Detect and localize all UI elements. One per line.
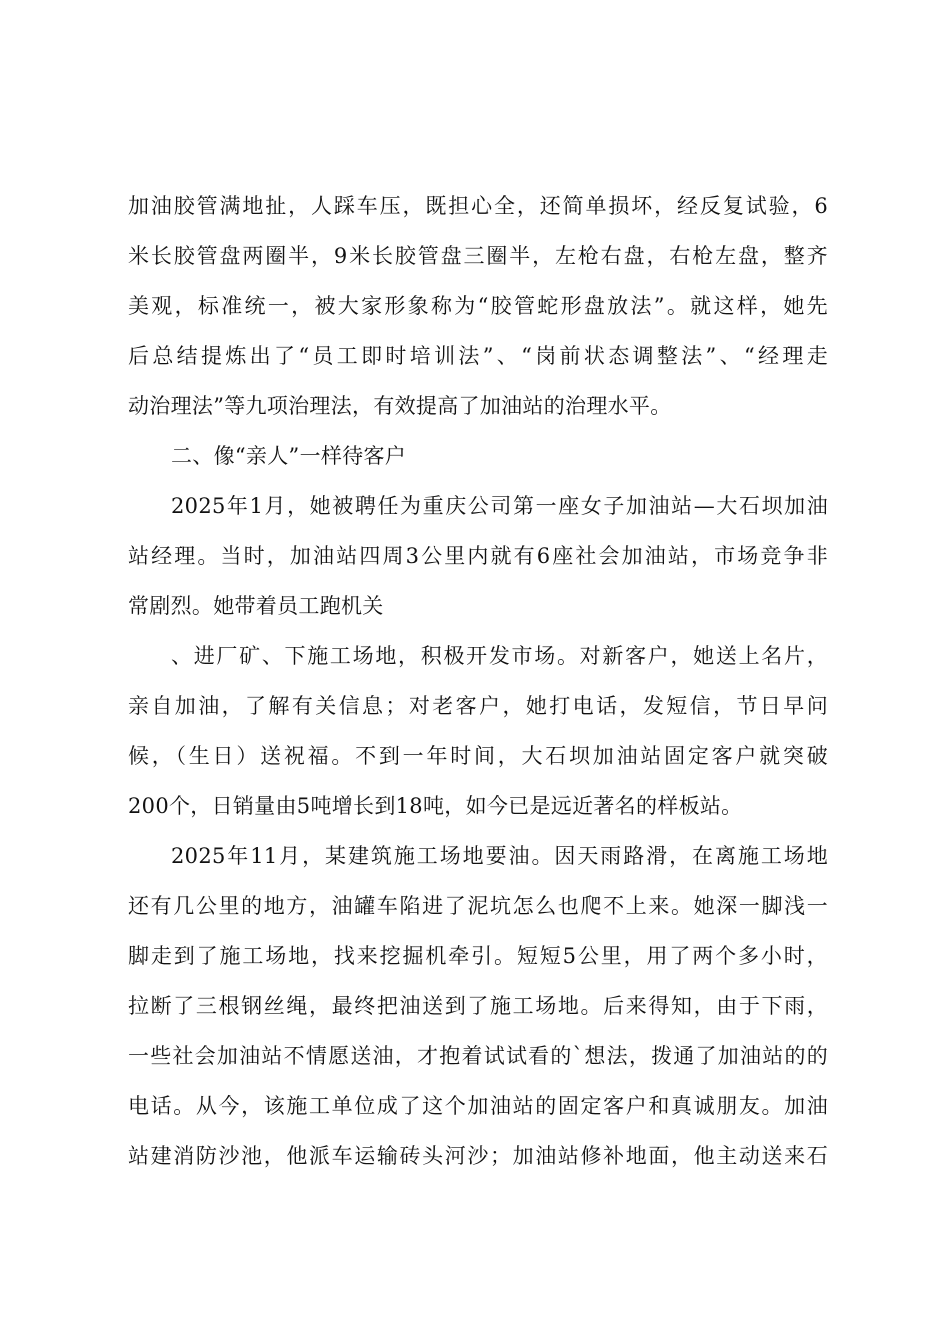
paragraph-line: 站经理。当时，加油站四周3公里内就有6座社会加油站，市场竞争非 [128, 544, 828, 568]
paragraph-line: 后总结提炼出了“员工即时培训法”、“岗前状态调整法”、“经理走 [128, 344, 828, 368]
paragraph-line: 亲自加油，了解有关信息；对老客户，她打电话，发短信，节日早问 [128, 694, 828, 718]
paragraph-line: 、进厂矿、下施工场地，积极开发市场。对新客户，她送上名片， [171, 644, 828, 668]
paragraph-line: 米长胶管盘两圈半，9米长胶管盘三圈半，左枪右盘，右枪左盘，整齐 [128, 244, 828, 268]
paragraph-line: 一些社会加油站不情愿送油，才抱着试试看的`想法，拨通了加油站的的 [128, 1044, 828, 1068]
section-heading: 二、像“亲人”一样待客户 [171, 444, 407, 468]
paragraph-line: 站建消防沙池，他派车运输砖头河沙；加油站修补地面，他主动送来石 [128, 1144, 828, 1168]
paragraph-line: 200个，日销量由5吨增长到18吨，如今已是远近著名的样板站。 [128, 794, 743, 818]
paragraph-line: 2025年1月，她被聘任为重庆公司第一座女子加油站—大石坝加油 [171, 494, 828, 518]
paragraph-line: 电话。从今，该施工单位成了这个加油站的固定客户和真诚朋友。加油 [128, 1094, 828, 1118]
paragraph-line: 2025年11月，某建筑施工场地要油。因天雨路滑，在离施工场地 [171, 844, 828, 868]
paragraph-line: 候，（生日）送祝福。不到一年时间，大石坝加油站固定客户就突破 [128, 744, 828, 768]
paragraph-line: 还有几公里的地方，油罐车陷进了泥坑怎么也爬不上来。她深一脚浅一 [128, 894, 828, 918]
paragraph-line: 加油胶管满地扯，人踩车压，既担心全，还简单损坏，经反复试验，6 [128, 194, 828, 218]
paragraph-line: 美观，标准统一，被大家形象称为“胶管蛇形盘放法”。就这样，她先 [128, 294, 828, 318]
paragraph-line: 动治理法”等九项治理法，有效提高了加油站的治理水平。 [128, 394, 672, 418]
paragraph-line: 常剧烈。她带着员工跑机关 [128, 594, 384, 618]
paragraph-line: 脚走到了施工场地，找来挖掘机牵引。短短5公里，用了两个多小时， [128, 944, 828, 968]
paragraph-line: 拉断了三根钢丝绳，最终把油送到了施工场地。后来得知，由于下雨， [128, 994, 828, 1018]
